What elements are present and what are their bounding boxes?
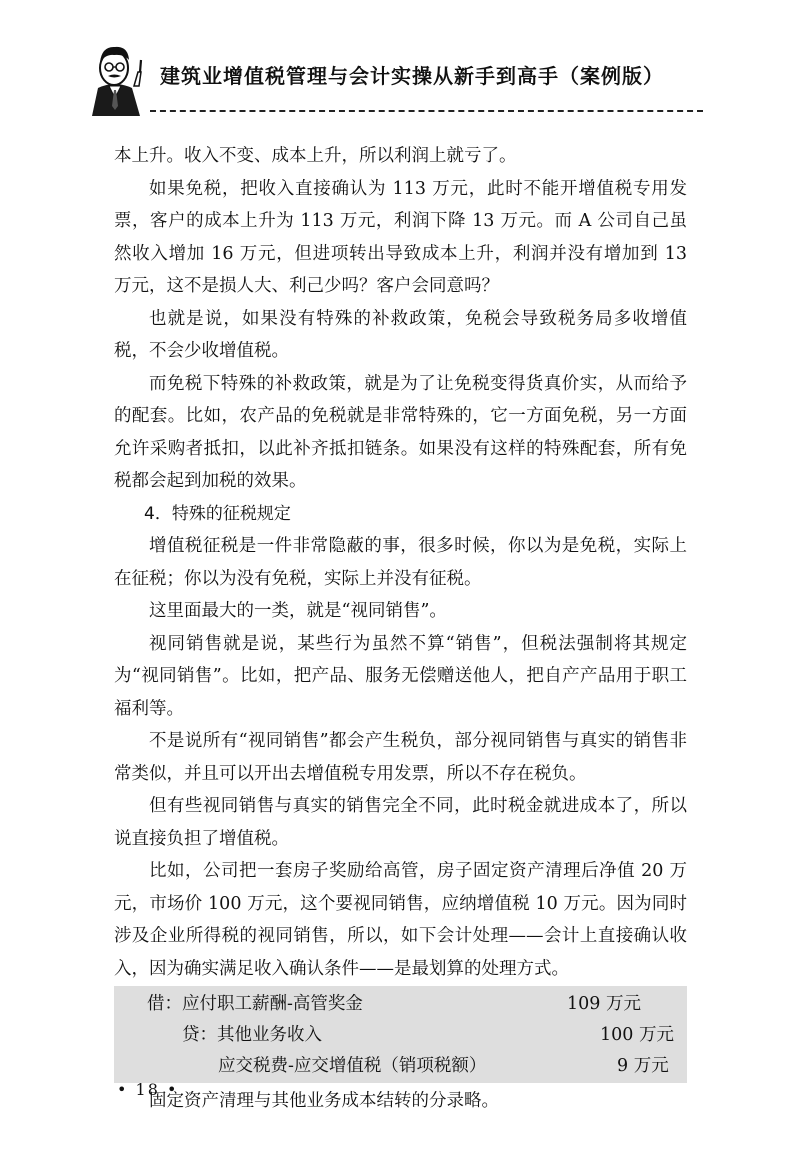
body-paragraph: 不是说所有“视同销售”都会产生税负，部分视同销售与真实的销售非常类似，并且可以开出去增值税专用发票，所以不存在税负。 [114,731,687,784]
credit-amount: 100 万元 [600,1025,674,1045]
debit-amount: 109 万元 [567,994,641,1014]
book-title: 建筑业增值税管理与会计实操从新手到高手（案例版） [160,64,664,88]
journal-entry-debit-row [114,988,687,1019]
mascot-businessman-icon [84,36,146,116]
body-paragraph: 也就是说，如果没有特殊的补救政策，免税会导致税务局多收增值税，不会少收增值税。 [114,308,687,361]
header-dashed-divider [150,110,703,112]
page-body [114,140,687,1118]
closing-paragraph: 固定资产清理与其他业务成本结转的分录略。 [149,1091,499,1111]
journal-entry-box [114,986,687,1083]
journal-entry-credit-row [114,1019,687,1050]
journal-entry-credit-row [114,1050,687,1081]
page-header [0,0,800,125]
section-heading: 4．特殊的征税规定 [144,503,291,524]
credit-account-label: 应交税费-应交增值税（销项税额） [218,1056,487,1076]
body-paragraph: 视同销售就是说，某些行为虽然不算“销售”，但税法强制将其规定为“视同销售”。比如，把产品、服务无偿赠送他人，把自产产品用于职工福利等。 [114,633,687,719]
page-number: • 18 • [117,1080,179,1099]
body-paragraph: 比如，公司把一套房子奖励给高管，房子固定资产清理后净值 20 万元，市场价 100 万元，这个要视同销售，应纳增值税 10 万元。因为同时涉及企业所得税的视同销售，所以，如下会计处理——会计上直接确认收入，因为确实满足收入确认条件——是最划算的处理方式。 [114,861,687,979]
debit-account-label: 借：应付职工薪酬-高管奖金 [147,994,363,1014]
body-paragraph: 这里面最大的一类，就是“视同销售”。 [149,601,447,621]
credit-account-label: 贷：其他业务收入 [182,1025,322,1045]
paragraph-group-main [114,530,687,985]
body-paragraph: 而免税下特殊的补救政策，就是为了让免税变得货真价实，从而给予的配套。比如，农产品的免税就是非常特殊的，它一方面免税，另一方面允许采购者抵扣，以此补齐抵扣链条。如果没有这样的特殊配套，所有免税都会起到加税的效果。 [114,373,687,491]
body-paragraph: 增值税征税是一件非常隐蔽的事，很多时候，你以为是免税，实际上在征税；你以为没有免税，实际上并没有征税。 [114,536,687,589]
body-paragraph: 本上升。收入不变、成本上升，所以利润上就亏了。 [114,146,517,166]
credit-amount: 9 万元 [617,1056,669,1076]
paragraph-group-top [114,140,687,498]
body-paragraph: 但有些视同销售与真实的销售完全不同，此时税金就进成本了，所以说直接负担了增值税。 [114,796,687,849]
body-paragraph: 如果免税，把收入直接确认为 113 万元，此时不能开增值税专用发票，客户的成本上升为 113 万元，利润下降 13 万元。而 A 公司自己虽然收入增加 16 万元，但进项转出导致成本上升，利润并没有增加到 13 万元，这不是损人大、利己少吗？客户会同意吗？ [114,178,687,296]
